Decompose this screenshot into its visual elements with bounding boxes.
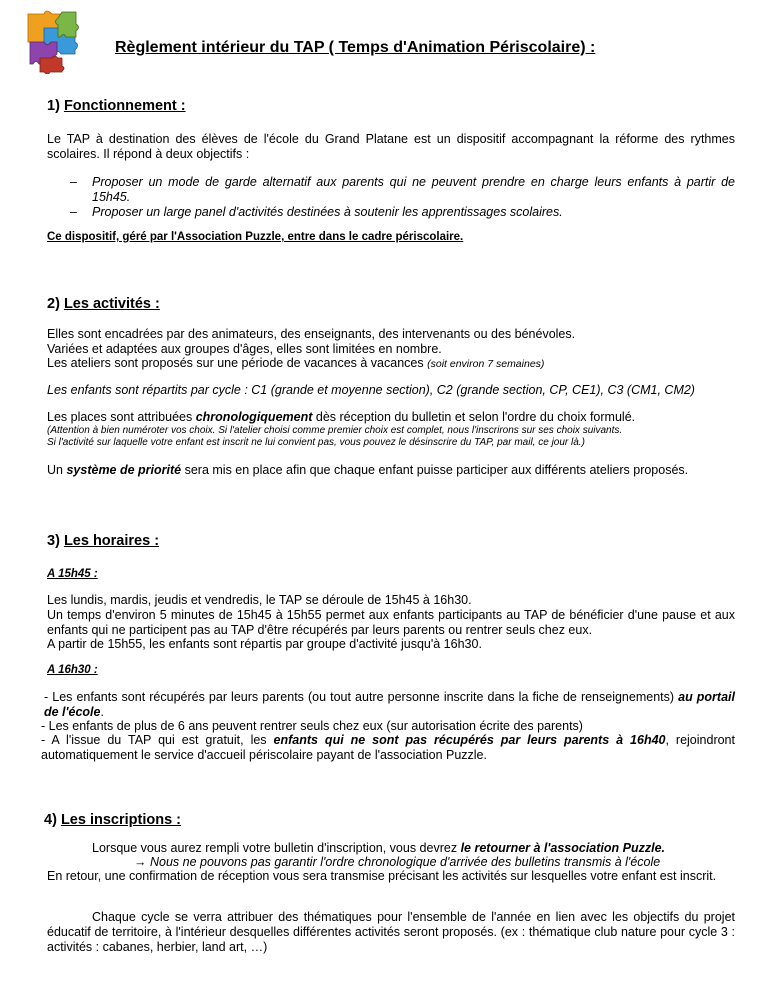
section-1-number: 1) [47, 98, 60, 114]
list-item [70, 205, 735, 220]
places-text-emphasis: chronologiquement [195, 410, 313, 424]
priority-text-c: sera mis en place afin que chaque enfant puisse participer aux différents ateliers proposés. [184, 463, 689, 477]
section-2-number: 2) [47, 296, 60, 312]
registration-return-emphasis: le retourner à l'association Puzzle. [460, 841, 665, 855]
cycles-text: Les enfants sont répartits par cycle : C1 (grande et moyenne section), C2 (grande section, CP, CE1), C3 (CM1, CM2) [47, 383, 695, 397]
pickup-rule-3-emphasis: enfants qui ne sont pas récupérés par leurs parents à 16h40 [273, 733, 666, 747]
list-item-text: Proposer un large panel d'activités destinées à soutenir les apprentissages scolaires. [92, 205, 563, 219]
objectives-list [70, 175, 735, 220]
section-1-note: Ce dispositif, géré par l'Association Puzzle, entre dans le cadre périscolaire. [47, 231, 464, 243]
schedule-days: Les lundis, mardis, jeudis et vendredis, le TAP se déroule de 15h45 à 16h30. [47, 593, 472, 607]
section-2-title: Les activités : [63, 296, 160, 312]
section-1-intro: Le TAP à destination des élèves de l'école du Grand Platane est un dispositif accompagnant la réforme des rythmes scolaires. Il répond à deux objectifs : [47, 132, 735, 161]
schedule-groups: A partir de 15h55, les enfants sont répartis par groupe d'activité jusqu'à 16h30. [47, 637, 482, 651]
section-3-heading [47, 534, 159, 549]
section-2-heading [47, 297, 160, 312]
places-text-a: Les places sont attribuées [47, 410, 193, 424]
section-3-number: 3) [47, 533, 60, 549]
section-1-title: Fonctionnement : [63, 98, 186, 114]
list-bullet: – [70, 205, 77, 219]
list-item [70, 175, 735, 205]
section-1-heading [47, 99, 186, 114]
pickup-rule-1-end: . [100, 705, 104, 719]
priority-text-a: Un [47, 463, 63, 477]
schedule-pause: Un temps d'environ 5 minutes de 15h45 à 15h55 permet aux enfants participants au TAP de bénéficier d'une pause et aux enfants qui ne participent pas au TAP d'être récupérés par leurs parents ou rentrer seuls chez eux. [47, 608, 735, 637]
subheading-15h45: A 15h45 : [47, 568, 98, 580]
section-4-heading [44, 813, 181, 828]
registration-themes: Chaque cycle se verra attribuer des thématiques pour l'ensemble de l'année en lien avec les objectifs du projet éducatif de territoire, à l'intérieur desquelles différentes activités seront proposés. (ex : thématique club nature pour cycle 3 : activités : cabanes, herbier, land art, …) [47, 910, 735, 954]
pickup-rule-1 [44, 690, 735, 720]
periods-duration: (soit environ 7 semaines) [427, 358, 545, 370]
places-text [47, 410, 735, 425]
section-4-number: 4) [44, 812, 57, 828]
pickup-rule-1-text: - Les enfants sont récupérés par leurs parents (ou tout autre personne inscrite dans la fiche de renseignements) [44, 690, 675, 704]
registration-confirmation: En retour, une confirmation de réception vous sera transmise précisant les activités sur lesquelles votre enfant est inscrit. [47, 869, 717, 883]
section-3-title: Les horaires : [63, 533, 160, 549]
pickup-rule-1-emphasis: au portail de l'école [44, 690, 735, 719]
puzzle-piece-red [40, 56, 64, 74]
choice-note-2: Si l'activité sur laquelle votre enfant est inscrit ne lui convient pas, vous pouvez le désinscrire du TAP, par mail, ce jour là.) [47, 437, 585, 448]
section-2-line-2: Variées et adaptées aux groupes d'âges, elles sont limitées en nombre. [47, 342, 442, 356]
list-bullet: – [70, 175, 77, 189]
pickup-rule-2: - Les enfants de plus de 6 ans peuvent rentrer seuls chez eux (sur autorisation écrite des parents) [41, 719, 583, 733]
section-2-line-3 [47, 356, 735, 371]
registration-warning: → Nous ne pouvons pas garantir l'ordre chronologique d'arrivée des bulletins transmis à l'école [134, 855, 661, 869]
section-2-line-1: Elles sont encadrées par des animateurs, des enseignants, des intervenants ou des bénévoles. [47, 327, 576, 341]
section-4-title: Les inscriptions : [60, 812, 181, 828]
registration-return-text: Lorsque vous aurez rempli votre bulletin d'inscription, vous devrez [92, 841, 458, 855]
subheading-16h30: A 16h30 : [47, 664, 98, 676]
pickup-rule-3 [41, 733, 735, 763]
registration-return [92, 841, 735, 856]
periods-text: Les ateliers sont proposés sur une période de vacances à vacances [47, 356, 424, 370]
pickup-rule-3-text: - A l'issue du TAP qui est gratuit, les [41, 733, 267, 747]
choice-note-1: (Attention à bien numéroter vos choix. Si l'atelier choisi comme premier choix est complet, nous l'inscrirons sur ses choix suivants. [47, 425, 623, 436]
list-item-text: Proposer un mode de garde alternatif aux parents qui ne peuvent prendre en charge leurs enfants à partir de 15h45. [92, 175, 735, 204]
priority-text-emphasis: système de priorité [66, 463, 182, 477]
page-title: Règlement intérieur du TAP ( Temps d'Animation Périscolaire) : [115, 39, 596, 56]
priority-text [47, 463, 735, 478]
places-text-c: dès réception du bulletin et selon l'ordre du choix formulé. [315, 410, 636, 424]
pickup-rule-3-end: , rejoindront automatiquement le service d'accueil périscolaire payant de l'association Puzzle. [41, 733, 735, 762]
